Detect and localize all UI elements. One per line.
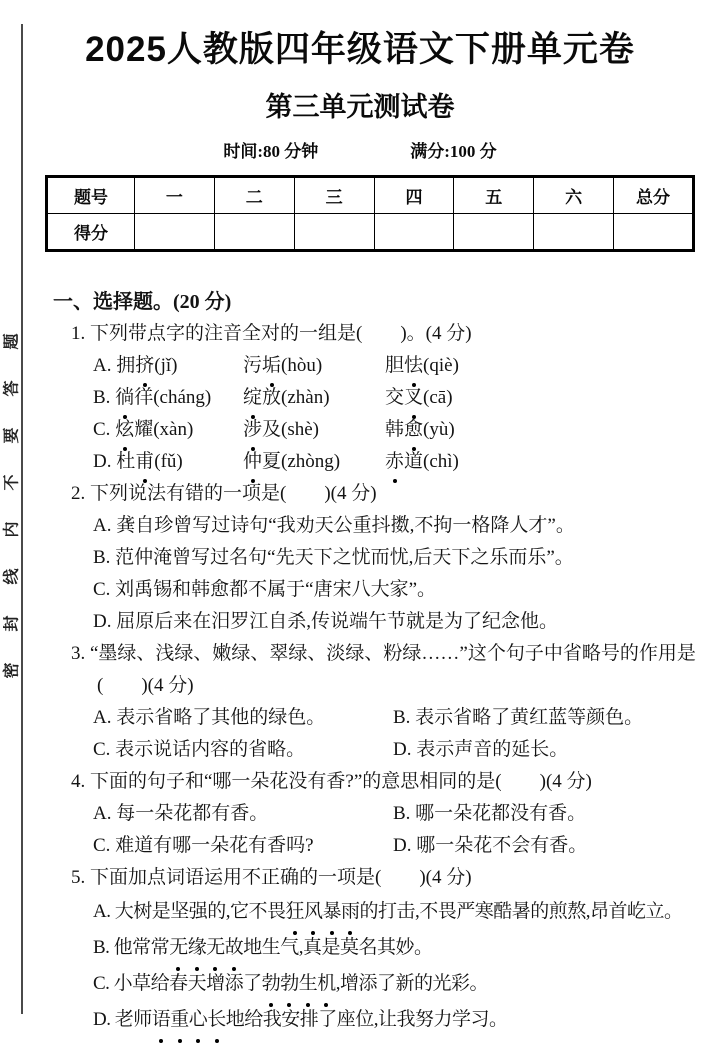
score-cell (135, 214, 215, 251)
q4-options (93, 798, 714, 862)
option-line: D. 屈原后来在汨罗江自杀,传说端午节就是为了纪念他。 (93, 611, 558, 632)
seal-line (21, 24, 23, 1014)
option-cell: B. 表示省略了黄红蓝等颜色。 (393, 707, 644, 728)
emphasis-char: 愈 (404, 414, 423, 446)
option-cell: 仲夏(zhòng) (243, 446, 385, 478)
question-stem: 4. 下面的句子和“哪一朵花没有香?”的意思相同的是( )(4 分) (71, 771, 592, 792)
option-cell: C. 炫耀(xàn) (93, 414, 243, 446)
seal-char: 线 (3, 568, 21, 585)
exam-fullscore-label: 满分:100 分 (410, 142, 497, 161)
option-cell: A. 每一朵花都有香。 (93, 803, 269, 824)
score-header-cell: 二 (214, 177, 294, 214)
option-cell: 赤道(chì) (385, 446, 714, 478)
emphasis-char: 狂 (285, 894, 304, 930)
option-row (93, 414, 714, 446)
option-cell: A. 表示省略了其他的绿色。 (93, 707, 326, 728)
emphasis-char: 无 (206, 930, 225, 966)
emphasis-char: 绽 (243, 382, 262, 414)
option-cell: B. 哪一朵花都没有香。 (393, 803, 587, 824)
emphasis-char: 雨 (341, 894, 360, 930)
option-cell: 污垢(hòu) (243, 350, 385, 382)
question-2 (71, 478, 714, 638)
option-cell: 交叉(cā) (385, 382, 714, 414)
emphasis-char: 赤 (385, 446, 404, 478)
score-cell (534, 214, 614, 251)
score-table-score-row (47, 214, 694, 251)
exam-title: 2025人教版四年级语文下册单元卷 (85, 30, 635, 69)
emphasis-char: 徜 (115, 382, 134, 414)
exam-meta (0, 137, 720, 162)
emphasis-char: 风 (304, 894, 323, 930)
question-1 (71, 318, 714, 478)
q1-options (93, 350, 714, 478)
score-header-cell: 四 (374, 177, 454, 214)
score-header-cell: 六 (534, 177, 614, 214)
question-5 (71, 862, 714, 1038)
option-cell: 涉及(shè) (243, 414, 385, 446)
emphasis-char: 勃 (262, 966, 281, 1002)
score-header-cell: 五 (454, 177, 534, 214)
option-line: A. 龚自珍曾写过诗句“我劝天公重抖擞,不拘一格降人才”。 (93, 515, 575, 536)
exam-body (53, 286, 714, 1038)
emphasis-char: 甫 (135, 446, 154, 478)
seal-text (0, 330, 21, 682)
score-header-cell: 一 (135, 177, 215, 214)
option-cell: C. 难道有哪一朵花有香吗? (93, 835, 314, 856)
emphasis-char: 仲 (243, 446, 262, 478)
emphasis-char: 故 (225, 930, 244, 966)
option-cell: 胆怯(qiè) (385, 350, 714, 382)
q3-options (93, 702, 714, 766)
score-header-cell: 总分 (614, 177, 694, 214)
question-3 (71, 638, 714, 766)
seal-char: 内 (3, 521, 21, 538)
option-cell: C. 表示说话内容的省略。 (93, 739, 306, 760)
option-row (93, 382, 714, 414)
option-cell: D. 哪一朵花不会有香。 (393, 835, 588, 856)
option-line: D. 老师语重心长地给我安排了座位,让我努力学习。 (93, 1002, 714, 1038)
emphasis-char: 垢 (262, 350, 281, 382)
option-cell: D. 表示声音的延长。 (393, 739, 569, 760)
emphasis-char: 勃 (280, 966, 299, 1002)
emphasis-char: 怯 (404, 350, 423, 382)
option-cell: 韩愈(yù) (385, 414, 714, 446)
score-table-header-row (47, 177, 694, 214)
seal-char: 封 (3, 615, 21, 632)
emphasis-char: 生 (299, 966, 318, 1002)
question-stem: 2. 下列说法有错的一项是( )(4 分) (71, 483, 377, 504)
score-cell (374, 214, 454, 251)
seal-char: 题 (3, 333, 21, 350)
seal-char: 不 (3, 474, 21, 491)
score-cell (614, 214, 694, 251)
option-line: B. 他常常无缘无故地生气,真是莫名其妙。 (93, 930, 714, 966)
score-table (45, 175, 695, 252)
score-cell (294, 214, 374, 251)
emphasis-char: 无 (169, 930, 188, 966)
option-cell: B. 徜徉(cháng) (93, 382, 243, 414)
exam-time-label: 时间:80 分钟 (223, 142, 319, 161)
emphasis-char: 涉 (243, 414, 262, 446)
score-header-cell: 三 (294, 177, 374, 214)
seal-char: 答 (3, 380, 21, 397)
option-line: C. 刘禹锡和韩愈都不属于“唐宋八大家”。 (93, 579, 437, 600)
question-stem: 1. 下列带点字的注音全对的一组是( )。(4 分) (71, 323, 472, 344)
emphasis-char: 心 (189, 1002, 208, 1038)
option-cell: 绽放(zhàn) (243, 382, 385, 414)
section-heading: 一、选择题。(20 分) (53, 291, 232, 313)
option-line: B. 范仲淹曾写过名句“先天下之忧而忧,后天下之乐而乐”。 (93, 547, 574, 568)
emphasis-char: 机 (317, 966, 336, 1002)
score-cell (454, 214, 534, 251)
exam-subtitle: 第三单元测试卷 (265, 92, 455, 122)
score-row-label: 得分 (47, 214, 135, 251)
option-row (93, 350, 714, 382)
question-4 (71, 766, 714, 862)
option-cell: D. 杜甫(fǔ) (93, 446, 243, 478)
emphasis-char: 暴 (323, 894, 342, 930)
emphasis-char: 挤 (135, 350, 154, 382)
score-cell (214, 214, 294, 251)
option-row (93, 446, 714, 478)
emphasis-char: 炫 (115, 414, 134, 446)
option-cell: A. 拥挤(jǐ) (93, 350, 243, 382)
question-stem: 3. “墨绿、浅绿、嫩绿、翠绿、淡绿、粉绿……”这个句子中省略号的作用是( )(4 分) (71, 643, 696, 696)
seal-char: 密 (3, 662, 21, 679)
option-line: A. 大树是坚强的,它不畏狂风暴雨的打击,不畏严寒酷暑的煎熬,昂首屹立。 (93, 894, 714, 930)
seal-char: 要 (3, 427, 21, 444)
emphasis-char: 叉 (404, 382, 423, 414)
option-line: C. 小草给春天增添了勃勃生机,增添了新的光彩。 (93, 966, 714, 1002)
q2-options (93, 510, 714, 638)
emphasis-char: 缘 (188, 930, 207, 966)
question-stem: 5. 下面加点词语运用不正确的一项是( )(4 分) (71, 867, 472, 888)
emphasis-char: 语 (152, 1002, 171, 1038)
score-header-label: 题号 (47, 177, 135, 214)
emphasis-char: 重 (170, 1002, 189, 1038)
q5-options (93, 894, 714, 1038)
exam-header (0, 0, 720, 162)
emphasis-char: 长 (207, 1002, 226, 1038)
